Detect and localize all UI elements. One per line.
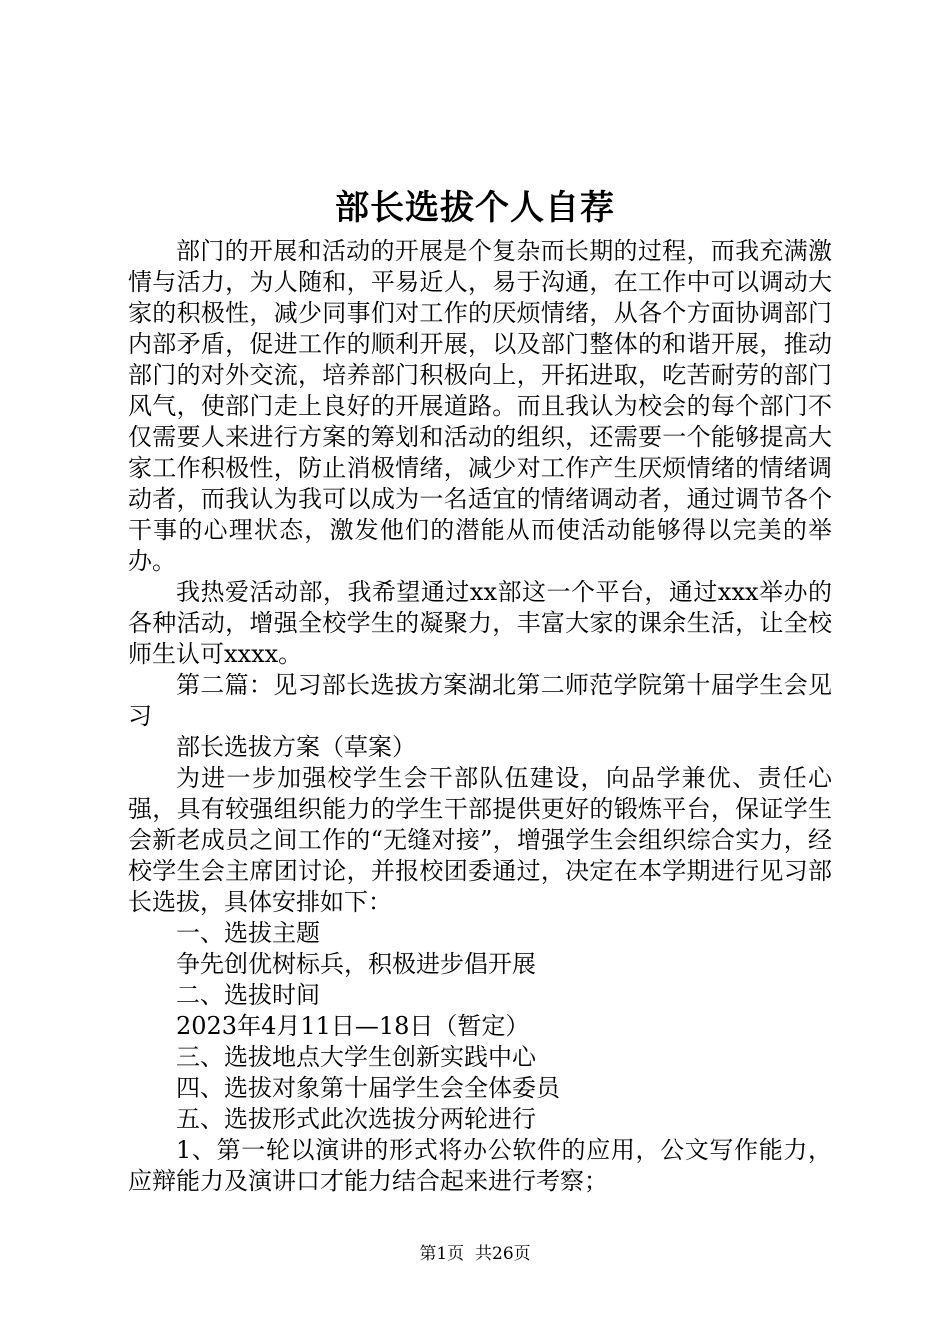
page-footer — [0, 1243, 950, 1265]
document-body — [128, 236, 832, 1197]
paragraph-3: 第二篇：见习部长选拔方案湖北第二师范学院第十届学生会见习 — [128, 671, 832, 730]
paragraph-9: 2023年4月11日—18日（暂定） — [176, 1012, 530, 1040]
paragraph-13: 1、第一轮以演讲的形式将办公软件的应用，公文写作能力，应辩能力及演讲口才能力结合起来进行考察； — [128, 1136, 832, 1195]
paragraph-10: 三、选拔地点大学生创新实践中心 — [176, 1043, 536, 1071]
paragraph-2: 我热爱活动部，我希望通过xx部这一个平台，通过xxx举办的各种活动，增强全校学生的凝聚力，丰富大家的课余生活，让全校师生认可xxxx。 — [128, 578, 832, 668]
paragraph-6: 一、选拔主题 — [176, 919, 320, 947]
paragraph-11: 四、选拔对象第十届学生会全体委员 — [176, 1074, 560, 1102]
paragraph-1: 部门的开展和活动的开展是个复杂而长期的过程，而我充满激情与活力，为人随和，平易近人，易于沟通，在工作中可以调动大家的积极性，减少同事们对工作的厌烦情绪，从各个方面协调部门内部矛盾，促进工作的顺利开展，以及部门整体的和谐开展，推动部门的对外交流，培养部门积极向上，开拓进取，吃苦耐劳的部门风气，使部门走上良好的开展道路。而且我认为校会的每个部门不仅需要人来进行方案的筹划和活动的组织，还需要一个能够提高大家工作积极性，防止消极情绪，减少对工作产生厌烦情绪的情绪调动者，而我认为我可以成为一名适宜的情绪调动者，通过调节各个干事的心理状态，激发他们的潜能从而使活动能够得以完美的举办。 — [128, 237, 832, 575]
page-number: 第1页 — [419, 1244, 465, 1264]
document-title: 部长选拔个人自荐 — [335, 188, 615, 228]
footer-spacer — [464, 1244, 475, 1264]
paragraph-12: 五、选拔形式此次选拔分两轮进行 — [176, 1105, 536, 1133]
paragraph-4: 部长选拔方案（草案） — [176, 733, 416, 761]
paragraph-8: 二、选拔时间 — [176, 981, 320, 1009]
page-total: 共26页 — [475, 1244, 531, 1264]
paragraph-7: 争先创优树标兵，积极进步倡开展 — [176, 950, 536, 978]
paragraph-5: 为进一步加强校学生会干部队伍建设，向品学兼优、责任心强，具有较强组织能力的学生干部提供更好的锻炼平台，保证学生会新老成员之间工作的“无缝对接”，增强学生会组织综合实力，经校学生会主席团讨论，并报校团委通过，决定在本学期进行见习部长选拔，具体安排如下： — [128, 764, 832, 916]
